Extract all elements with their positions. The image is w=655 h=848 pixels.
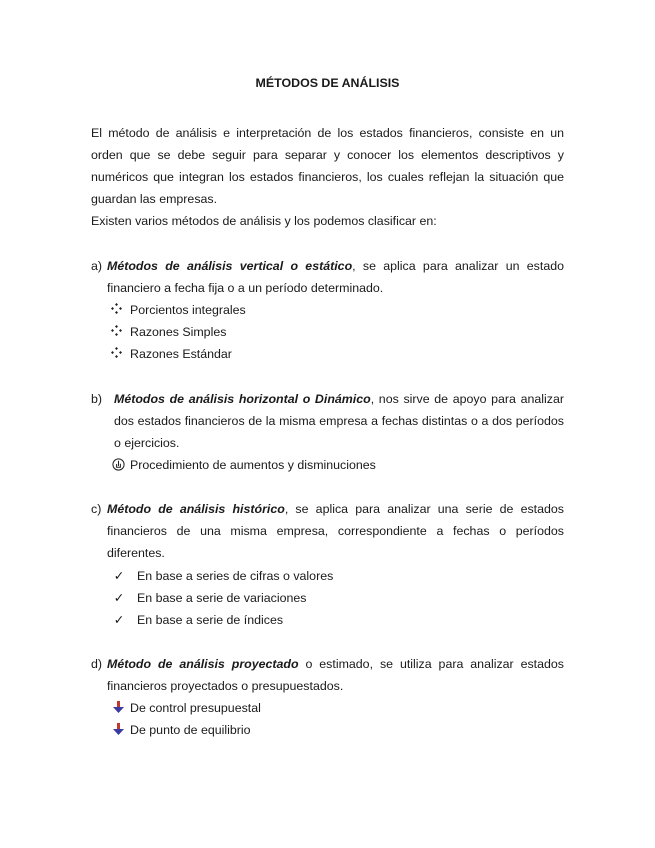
checkmark-icon: ✓ (113, 591, 125, 605)
section-a-description: , se aplica para analizar un estado financiero a fecha fija o a un período determinado. (107, 259, 564, 295)
section-c-item-3: En base a serie de índices (137, 613, 284, 627)
section-b-description: , nos sirve de apoyo para analizar dos estados financieros de la misma empresa a fechas distintas o a dos períodos o ejercicios. (114, 392, 564, 450)
checkmark-icon: ✓ (113, 613, 125, 627)
section-a (91, 255, 564, 299)
section-a-name: Métodos de análisis vertical o estático (107, 259, 353, 273)
section-c-description: , se aplica para analizar una serie de estados financieros de una misma empresa, correspondiente a fechas o períodos diferentes. (107, 502, 564, 560)
section-d-name: Método de análisis proyectado (107, 657, 299, 671)
checkmark-icon: ✓ (113, 569, 125, 583)
section-b-item-1: Procedimiento de aumentos y disminuciones (130, 458, 376, 472)
down-arrow-icon (110, 697, 126, 721)
circled-hand-icon (110, 454, 126, 478)
section-c-item-2: En base a serie de variaciones (137, 591, 307, 605)
section-d (91, 653, 564, 697)
section-b (91, 388, 564, 454)
section-c-marker: c) (91, 502, 102, 516)
section-b-name: Métodos de análisis horizontal o Dinámico (114, 392, 371, 406)
four-diamond-icon (108, 343, 124, 365)
section-d-marker: d) (91, 657, 103, 671)
section-d-item-2: De punto de equilibrio (130, 723, 251, 737)
four-diamond-icon (108, 321, 124, 343)
down-arrow-icon (110, 719, 126, 743)
page-title: MÉTODOS DE ANÁLISIS (255, 76, 400, 90)
section-c-item-1: En base a series de cifras o valores (137, 569, 334, 583)
section-a-marker: a) (91, 259, 103, 273)
section-a-item-2: Razones Simples (130, 325, 227, 339)
section-a-item-1: Porcientos integrales (130, 303, 246, 317)
section-b-marker: b) (91, 392, 103, 406)
intro-paragraph: El método de análisis e interpretación de los estados financieros, consiste en un orden que se debe seguir para separar y conocer los elementos descriptivos y numéricos que integran los estados financieros, los cuales reflejan la situación que guardan las empresas. (91, 126, 564, 206)
section-c (91, 498, 564, 564)
four-diamond-icon (108, 299, 124, 321)
section-d-item-1: De control presupuestal (130, 701, 261, 715)
section-c-name: Método de análisis histórico (107, 502, 285, 516)
intro-classification: Existen varios métodos de análisis y los podemos clasificar en: (91, 214, 437, 228)
section-a-item-3: Razones Estándar (130, 347, 232, 361)
section-d-description: o estimado, se utiliza para analizar estados financieros proyectados o presupuestados. (107, 657, 564, 693)
